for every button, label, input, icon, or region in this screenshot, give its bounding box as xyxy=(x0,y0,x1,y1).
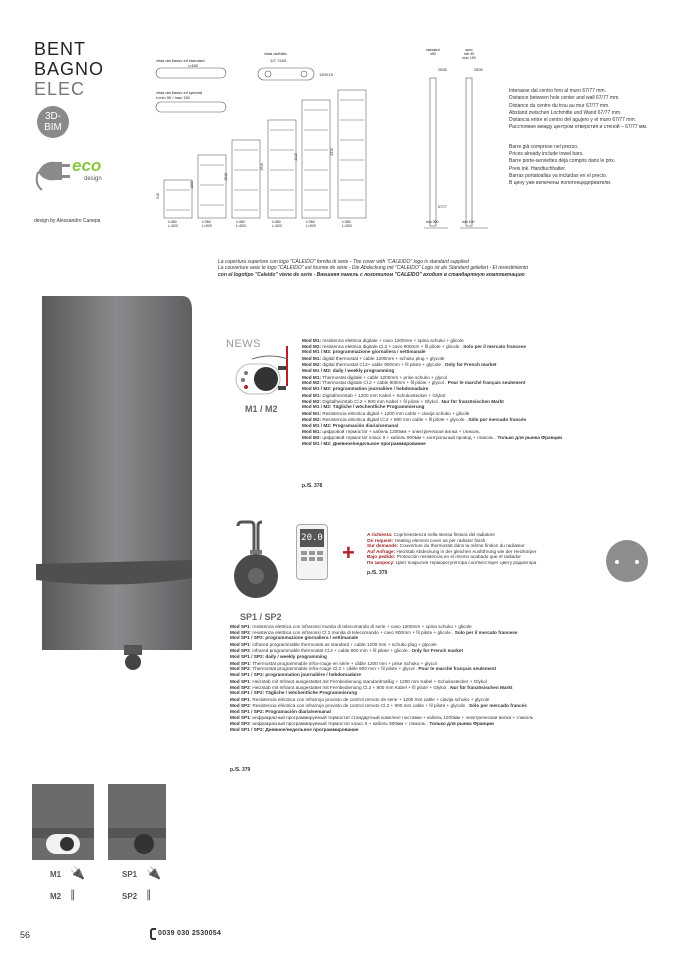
mod-line: Mod M1 / M2: Tägliche / wöchentliche Programmierung xyxy=(302,404,425,410)
mod-line: Mod SP1 / SP2: programmation journalière / hebdomadaire xyxy=(230,672,362,677)
thermostat-m-image xyxy=(226,358,288,400)
view-lower-std-dim: i=450 xyxy=(188,63,198,68)
model-outline xyxy=(198,155,226,218)
mod-line: Mod SP2: Resistencia eléctrica con infrarrojo provisto de control remoto Cl.2 + 900 mm cable + fil pilote + glycole . Sólo por mercado francés xyxy=(230,702,527,708)
badge-text-1: 3D- xyxy=(44,111,62,122)
designer-credit: design by Alessandro Canepa xyxy=(34,218,101,224)
model-width: l=380 L=520 xyxy=(272,220,282,228)
side-dim-c: 67/77 xyxy=(438,205,447,209)
cover-note-line2: La couverture avec le logo "CALEIDO" est fournie de série - Die Abdeckung mit "CALEIDO" Logo ist als Standard geliefert - El revestimiento xyxy=(218,265,529,272)
mod-line: Mod SP1: resistenza elettrica con infrarossi munita di telecomando di serie + cavo 1200mm + spina schuko + glicole xyxy=(230,624,472,629)
plug-icon-m1: 🔌 xyxy=(70,866,85,880)
mod-line: Mod SP2: Heizstab mit Infrarot ausgestattet mit Fernbedienung Cl.2 + 900 mm Kabel + fil pilote + Glykol . Nur für französischen Markt xyxy=(230,684,513,690)
thumb-sp xyxy=(108,784,166,860)
phone-number[interactable]: 0039 030 2530054 xyxy=(158,930,222,937)
mod-line: Mod SP1: Thermostat programmable infra-rouge en série + câble 1200 mm + prise Schuko + glycol xyxy=(230,660,437,666)
3d-bim-badge[interactable] xyxy=(37,106,69,138)
sp-ref-top: p./S. 379 xyxy=(367,570,388,576)
mod-line: Mod M1: digital thermostat + cable 1200mm + schuko plug + glycole xyxy=(302,356,445,362)
cover-note-line3: con el logotipo "Caleido" viene de serie - Внешняя панель с логотипом "CALEIDO" входит в стандартную комплектацию xyxy=(218,271,525,278)
mod-line: Mod SP1: infrared programmable thermostat as standard + cable 1200 mm + schuko plug + glycole xyxy=(230,642,437,648)
spec-line: Расстояние между центром отверстия и стеной – 67/77 мм. xyxy=(509,124,648,131)
mod-line: Mod SP2: Thermostat programmable infra-rouge Cl.2 + câble 900 mm + fil pilote + glycol . Pour le marché français seulement xyxy=(230,666,497,672)
mod-group xyxy=(230,642,533,659)
view-lower-special: vista dal basso int speciali xyxy=(156,90,203,95)
model-width: l=380 L=520 xyxy=(202,220,212,228)
side-col1: standard 450 xyxy=(426,48,440,56)
technical-drawing xyxy=(148,40,496,240)
mod-line: Mod SP1 / SP2: Дневное/недельное программирование xyxy=(230,726,359,732)
remote-display: 20.0 xyxy=(300,529,324,547)
radiator-illustration xyxy=(34,290,194,670)
mod-line: Mod M1: Thermostat digitale + cable 1200mm + prise schuko + glycol xyxy=(302,374,448,380)
model-height: 1910 xyxy=(260,163,264,171)
spec-line: Preis ink. Handtuchhalter. xyxy=(509,165,566,172)
option-line: Bajo pedido: Protección resistencia en el mismo acabado que el radiador xyxy=(367,554,521,560)
view-lower-std: vista dal basso int standard xyxy=(156,58,205,63)
mod-group xyxy=(302,393,562,410)
model-height: 1510 xyxy=(224,173,228,181)
heater-cover-swatch xyxy=(606,540,648,582)
model-outline xyxy=(338,90,366,218)
model-height: 1300 xyxy=(190,180,194,189)
model-outline xyxy=(164,180,192,218)
mod-group xyxy=(302,429,562,446)
sp-ref-bottom: p./S. 379 xyxy=(230,767,251,773)
thumb-m1-label: M1 xyxy=(50,870,62,879)
view-upper: vista dall'alto xyxy=(264,51,287,56)
sp-options xyxy=(367,532,536,566)
model-height: 910 xyxy=(156,193,160,199)
mod-line: Mod M2: resistenza elettrica digitale Cl.2 + cavo 900mm + fil pilote + glicole . Solo per il mercato francese xyxy=(302,343,526,349)
cover-note-line1: La copertura superiore con logo "CALEIDO" fornita di serie - The cover with "CALEIDO" logo is standard supplied xyxy=(218,259,469,265)
mod-line: Mod SP1 / SP2: Programación diaria/semanal xyxy=(230,708,331,714)
news-label: NEWS xyxy=(226,338,261,350)
cover-note xyxy=(218,259,528,278)
spec-text xyxy=(509,88,659,188)
spec-line: Distance du centre du trou au mur 67/77 mm. xyxy=(509,102,610,109)
view-upper-side: 130X15 xyxy=(319,72,333,77)
mod-group xyxy=(230,679,533,696)
wires-icon-sp2: ∥ xyxy=(146,889,152,901)
spec-line: Abstand zwischen Lochmitte und Wand 67/77 mm. xyxy=(509,109,622,116)
eco-word: eco xyxy=(72,156,102,175)
page-number: 56 xyxy=(20,930,31,940)
model-height: 2110 xyxy=(294,153,298,161)
mod-line: Mod SP1: Resistencia eléctrica con infrarrojo provisto de control remoto de serie + 1200 mm cable + clavija schuko + glycole xyxy=(230,697,490,703)
m-caption: M1 / M2 xyxy=(245,404,278,414)
mod-line: Mod M2: Digitalheizstab Cl.2 + 900 mm Kabel + fil pilote + Glykol . Nur für französischen Markt xyxy=(302,398,504,404)
eco-sub: design xyxy=(84,176,102,182)
model-outline xyxy=(268,120,296,218)
product-name-line3: ELEC xyxy=(34,79,86,99)
option-line: По запросу: Цвет покрытия терморегулятора соответствует цвету радиатора xyxy=(367,559,537,565)
side-foot1: min 300 xyxy=(426,220,439,224)
option-line: Auf Anfrage: Heizstab Abdeckung in der gleichen Ausführung wie der Heizkörper xyxy=(367,548,537,554)
option-line: On request: Heating element cover as per radiator finish xyxy=(367,537,486,543)
mod-group xyxy=(302,356,562,373)
model-width: l=380 L=520 xyxy=(342,220,352,228)
model-width: l=380 L=520 xyxy=(168,220,178,228)
model-width: l=380 L=520 xyxy=(306,220,316,228)
mod-line: Mod M1: цифровой термостат + кабель 1200мм + электрическая вилка + гликоль xyxy=(302,429,480,435)
model-outline xyxy=(232,140,260,218)
plug-icon-sp1: 🔌 xyxy=(146,866,161,880)
sp-mod-list xyxy=(230,624,533,734)
mod-group xyxy=(230,697,533,714)
mod-group xyxy=(230,661,533,678)
spec-line: Barre già comprese nel prezzo. xyxy=(509,143,579,150)
cable-icon xyxy=(252,350,290,358)
view-lower-special-dim: i=min 50 / max 150 xyxy=(156,95,190,100)
remote-control xyxy=(296,524,328,580)
plus-icon: + xyxy=(342,540,355,565)
thumb-sp2-label: SP2 xyxy=(122,892,138,901)
mod-group xyxy=(302,338,562,355)
mod-line: Mod M1 / M2: programmazione giornaliera / settimanale xyxy=(302,349,426,355)
model-outline xyxy=(302,100,330,218)
phone-icon xyxy=(150,928,156,940)
spec-line: Interasse dal centro foro al muro 67/77 mm. xyxy=(509,88,606,94)
spec-line: Distance between hole center and wall 67/77 mm. xyxy=(509,95,620,102)
product-name-line2: BAGNO xyxy=(34,59,105,79)
sp-caption: SP1 / SP2 xyxy=(240,612,282,622)
model-width: l=380 L=520 xyxy=(236,220,246,228)
side-dim-b: 25/30 xyxy=(474,68,483,72)
mod-line: Mod SP1 / SP2: Tägliche / wöchentliche Programmierung xyxy=(230,690,358,696)
mod-line: Mod M2: digital thermostat Cl.2+ cable 900mm + fil pilote + glycole . Only for French market xyxy=(302,362,497,367)
mod-line: Mod M2: цифровой термостат класс II + кабель 900мм + контрольный провод + гликоль . Только для рынка Франции xyxy=(302,435,563,441)
option-line: A richiesta: Copriresistenza nella stessa finitura del radiatore xyxy=(367,532,496,537)
news-ref: p./S. 378 xyxy=(302,483,323,489)
mod-line: Mod M1: Resistencia eléctrica digital + 1200 mm cable + clavija schuko + glicole xyxy=(302,411,470,417)
mod-group xyxy=(230,624,533,641)
mod-line: Mod SP1 / SP2: daily / weekly programming xyxy=(230,653,327,659)
mod-line: Mod M2: Thermostat digitale Cl.2 + cable 900mm + fil pilote + glycol . Pour le marché français seulement xyxy=(302,380,526,386)
spec-line: Prices already include towel bars. xyxy=(509,151,584,158)
thumb-m xyxy=(32,784,94,860)
thumb-sp1-label: SP1 xyxy=(122,870,138,879)
spec-line: Distancia entre el centro del agujero y el muro 67/77 mm. xyxy=(509,117,637,124)
option-line: Sur demande: Couverture du thermostat dans la même finition du radiateur xyxy=(367,543,525,549)
badge-text-2: BIM xyxy=(44,122,62,133)
spec-line: Barre porte-serviettes déjà compris dans le prix. xyxy=(509,158,616,165)
side-dim-a: 25/30 xyxy=(438,68,447,72)
mod-line: Mod M1 / M2: Дневное/недельное программирование xyxy=(302,440,426,446)
model-height: 2310 xyxy=(330,148,334,156)
mod-group xyxy=(302,411,562,428)
product-name-line1: BENT xyxy=(34,39,87,59)
wires-icon-m2: ∥ xyxy=(70,889,76,901)
mod-line: Mod SP1: инфракрасный программируемый термостат стандартный комплект поставки + кабель 1200мм + электрическая вилка + гликоль xyxy=(230,715,534,721)
sp-images xyxy=(228,520,348,608)
mod-line: Mod SP2: infrared programmable thermostat Cl.2 + cable 900 mm + fil pilote + glicole . Only for French market xyxy=(230,648,464,653)
radiator-image xyxy=(34,290,194,670)
side-col2: spec min 50 max 150 xyxy=(462,48,476,60)
spec-line: В цену уже включены полотенцедержатели. xyxy=(509,180,612,187)
news-mod-list xyxy=(302,338,562,448)
mod-group xyxy=(230,715,533,732)
mod-line: Mod SP1 / SP2: programmazione giornaliera / settimanale xyxy=(230,635,359,641)
view-upper-dim: 1/2 "GAS xyxy=(270,58,287,63)
sp-heater-icon xyxy=(228,520,348,608)
side-foot2: min 100 xyxy=(462,220,475,224)
mod-line: Mod SP2: инфракрасный программируемый термостат класс II + кабель 900мм + гликоль . Только для рынка Франции xyxy=(230,721,494,727)
mod-line: Mod M1 / M2: programmation journalière / hebdomadaire xyxy=(302,386,429,391)
thermostat-icon xyxy=(226,358,288,400)
spec-line: Barras portatoallas ya incluidas en el precio. xyxy=(509,172,608,179)
mod-line: Mod SP2: resistenza elettrica con infrarossi Cl.2 munita di telecomando + cavo 900mm + fil pilote + glicole . Solo per il mercato francese xyxy=(230,629,518,635)
mod-line: Mod M2: Resistencia eléctrica digital Cl.2 + 900 mm cable + fil pilote + glycole . Sólo por mercado francés xyxy=(302,416,527,422)
mod-line: Mod M1: resistenza elettrica digitale + cavo 1200mm + spina schuko + glicole xyxy=(302,338,464,343)
eco-design-logo xyxy=(34,152,124,192)
mod-line: Mod SP1: Heizstab mit Infrarot ausgestattet mit Fernbedienung standardmäßig + 1200 mm Kabel + Schukostecker + Glykol xyxy=(230,678,487,684)
mod-line: Mod M1 / M2: daily / weekly programming xyxy=(302,367,395,373)
mod-group xyxy=(302,375,562,392)
thumb-m2-label: M2 xyxy=(50,892,62,901)
mod-line: Mod M1: Digitalheizstab + 1200 mm Kabel + Schukostecker + Glykol xyxy=(302,392,446,398)
mod-line: Mod M1 / M2: Programación diaria/semanal xyxy=(302,422,399,428)
